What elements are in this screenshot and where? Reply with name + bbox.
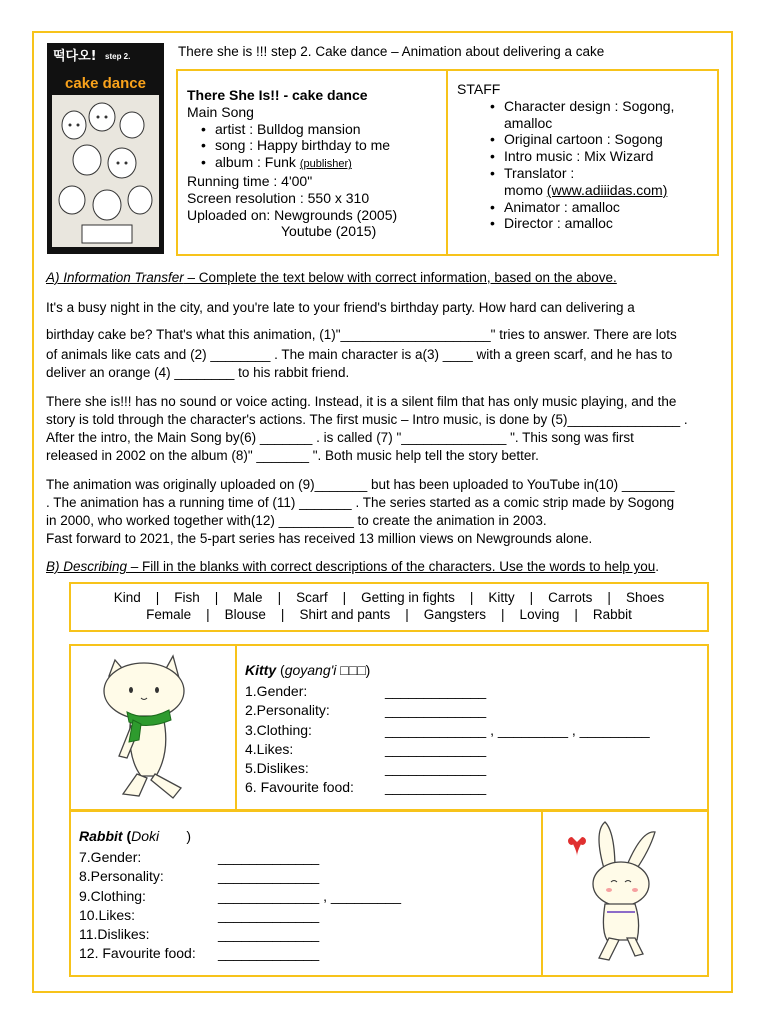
staff-item: • Intro music : Mix Wizard [504,148,714,165]
answer-blank[interactable]: _____________ [385,760,487,777]
staff-item: • Animator : amalloc [504,199,714,216]
question-row [245,721,705,740]
para-line: The animation was originally uploaded on (9)_______ but has been uploaded to YouTube in(10) _______ [46,477,675,492]
staff-item: • Translator : [504,165,714,182]
question-row [245,759,705,778]
cover-image [47,43,164,254]
word-bank-line: Female | Blouse | Shirt and pants | Gangsters | Loving | Rabbit [146,607,632,622]
question-label: 8.Personality: [79,868,164,885]
para-line: Fast forward to 2021, the 5-part series has received 13 million views on Newgrounds alone. [46,531,593,546]
uploaded-youtube: Youtube (2015) [281,223,377,240]
answer-blank[interactable]: _____________ [385,721,487,738]
question-label: 1.Gender: [245,683,308,699]
translator-name: momo [504,181,547,198]
answer-blank[interactable]: _____________ [385,779,487,796]
publisher-note: (publisher) [299,158,352,171]
rabbit-close: ) [159,828,192,844]
kitty-korean: goyang'i □□□ [284,662,366,678]
answer-blank[interactable]: _____________ [218,926,320,943]
answer-blank[interactable]: _____________ [218,868,320,885]
para-line: After the intro, the Main Song by(6) _______ . is called (7) "______________ ". This song was first [46,430,634,445]
para-line: in 2000, who worked together with(12) __________ to create the animation in 2003. [46,513,547,528]
answer-blank[interactable]: _____________ [218,906,320,923]
kitty-questions-box [235,644,709,811]
question-label: 3.Clothing: [245,721,312,738]
para-line: story is told through the character's actions. The first music – Intro music, is done by (5)_______________ . [46,412,688,427]
rabbit-name: Rabbit [79,828,123,844]
translator-line [504,182,714,199]
rabbit-illustration [543,812,707,975]
screen-resolution: Screen resolution : 550 x 310 [187,189,370,206]
question-row [79,944,539,963]
staff-item: • Director : amalloc [504,215,714,232]
answer-blank[interactable]: _____________ [385,702,487,719]
info-item: • artist : Bulldog mansion [215,121,397,138]
paragraph-1 [46,300,726,380]
kitty-name: Kitty [245,662,277,678]
section-b-text: – Fill in the blanks with correct descriptions of the characters. Use the words to help you [127,559,656,574]
question-label: 5.Dislikes: [245,760,309,777]
header-line: There she is !!! step 2. Cake dance – Animation about delivering a cake [178,44,605,59]
rabbit-image-box [541,810,709,977]
info-item-album [215,154,397,173]
info-item: • song : Happy birthday to me [215,137,397,154]
word-bank-line: Kind | Fish | Male | Scarf | Getting in fights | Kitty | Carrots | Shoes [113,590,665,605]
section-b-label: B) Describing [46,559,128,574]
question-row [79,887,539,906]
question-row [245,778,705,797]
para-line: It's a busy night in the city, and you're late to your friend's birthday party. How hard can delivering a [46,300,635,315]
staff-box [446,69,719,256]
answer-blank[interactable]: _____________ [218,849,320,865]
question-label: 7.Gender: [79,849,142,865]
rabbit-heading [79,828,191,844]
question-row [245,701,705,720]
staff-item: • Character design : Sogong, amalloc [504,98,714,132]
section-a-heading [46,270,617,285]
para-line: There she is!!! has no sound or voice acting. Instead, it is a silent film that has only music playing, and the [46,394,677,409]
question-label: 9.Clothing: [79,887,146,904]
rabbit-questions-box [69,810,543,977]
section-a-label: A) Information Transfer [46,270,184,285]
question-label: 11.Dislikes: [79,926,150,943]
kitty-close: ) [365,662,371,678]
para-line: birthday cake be? That's what this animation, (1)"____________________" tries to answer. There are lots [46,327,677,342]
staff-heading: STAFF [457,81,501,97]
question-row [245,740,705,759]
kitty-open: ( [276,662,285,678]
main-song-label: Main Song [187,103,254,120]
word-bank [69,582,709,632]
album-text: album : Funk [215,154,300,171]
kitty-heading [245,662,370,678]
section-a-text: – Complete the text below with correct information, based on the above. [183,270,617,285]
paragraph-2 [46,393,726,465]
cover-logo: 떡다오! [53,49,97,64]
answer-blank[interactable]: _____________ [218,887,320,904]
kitty-question-list [245,682,705,798]
para-line: deliver an orange (4) ________ to his rabbit friend. [46,365,350,380]
section-b-heading [46,559,659,574]
question-label: 12. Favourite food: [79,945,196,962]
staff-item: • Original cartoon : Sogong [504,131,714,148]
question-label: 10.Likes: [79,906,136,923]
clothing-blanks[interactable] [385,721,650,740]
rabbit-question-list [79,848,539,964]
question-label: 6. Favourite food: [245,779,354,796]
para-line: released in 2002 on the album (8)" _______ ". Both music help tell the story better. [46,448,539,463]
answer-blank[interactable]: _____________ [385,683,487,699]
answer-blank[interactable]: _____________ [385,740,487,757]
para-line: . The animation has a running time of (11) _______ . The series started as a comic strip made by Sogong [46,495,675,510]
cover-art [52,95,159,247]
answer-blank-extra[interactable]: , _________ , _________ [486,721,650,738]
question-row [245,682,705,701]
rabbit-open: ( [122,828,132,844]
question-row [79,906,539,925]
question-row [79,867,539,886]
cover-title: cake dance [65,75,146,92]
paragraph-3 [46,476,726,548]
running-time: Running time : 4'00" [187,172,313,189]
clothing-blanks[interactable] [218,887,401,906]
section-b-dot: . [655,559,660,574]
answer-blank-extra[interactable]: , _________ [319,887,401,904]
rabbit-korean: Doki [131,828,160,844]
kitty-illustration [71,646,235,809]
kitty-image-box [69,644,237,811]
info-title: There She Is!! - cake dance [187,87,368,103]
uploaded-on: Uploaded on: Newgrounds (2005) [187,206,398,223]
answer-blank[interactable]: _____________ [218,945,320,962]
para-line: of animals like cats and (2) ________ . The main character is a(3) ____ with a green scarf, and he has to [46,347,673,362]
question-row [79,925,539,944]
question-label: 2.Personality: [245,702,330,719]
cover-sub: step 2. [105,52,131,61]
question-label: 4.Likes: [245,740,294,757]
translator-link[interactable]: (www.adiiidas.com) [546,181,668,198]
question-row [79,848,539,867]
info-box [176,69,448,256]
